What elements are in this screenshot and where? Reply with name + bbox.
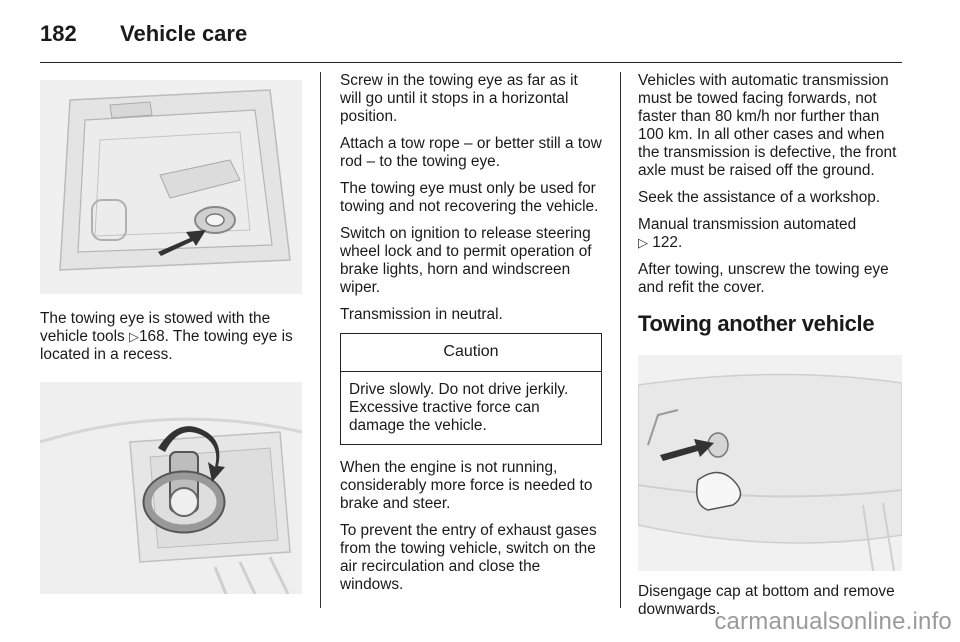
towing-eye-storage-illustration: [40, 80, 302, 294]
paragraph: After towing, unscrew the towing eye and refit the cover.: [638, 261, 889, 296]
column-middle: [340, 72, 602, 603]
paragraph: The towing eye is stowed with the vehicle tools ▷168. The towing eye is located in a recess.: [40, 310, 293, 363]
recess-drawing: [40, 382, 302, 594]
paragraph: To prevent the entry of exhaust gases from the towing vehicle, switch on the air recirculation and close the windows.: [340, 522, 597, 593]
paragraph: The towing eye must only be used for towing and not recovering the vehicle.: [340, 180, 599, 215]
toolkit-drawing: [40, 80, 302, 294]
paragraph: Attach a tow rope – or better still a tow rod – to the towing eye.: [340, 135, 602, 170]
paragraph: Transmission in neutral.: [340, 306, 503, 323]
section-heading: Towing another vehicle: [638, 311, 875, 336]
bumper-drawing: [638, 355, 902, 571]
section-title: Vehicle care: [120, 21, 248, 46]
column-divider: [320, 72, 321, 608]
header-divider: [40, 62, 902, 63]
paragraph: Disengage cap at bottom and remove downwards.: [638, 583, 895, 618]
page-number: 182: [40, 21, 77, 46]
caution-box: [340, 333, 602, 445]
paragraph: Screw in the towing eye as far as it will go until it stops in a horizontal position.: [340, 72, 578, 125]
column-right: [638, 72, 902, 628]
paragraph: Vehicles with automatic transmission must be towed facing forwards, not faster than 80 km/h nor further than 100 km. In all other cases and when the transmission is defective, the front axle must be raised off the ground.: [638, 72, 897, 179]
caution-title: Caution: [341, 334, 601, 372]
towing-eye-recess-illustration: [40, 382, 302, 594]
rear-bumper-cap-illustration: [638, 355, 902, 571]
page-header: [40, 14, 247, 54]
caution-body: [341, 372, 601, 444]
page-reference-icon: ▷: [638, 235, 648, 250]
paragraph: Seek the assistance of a workshop.: [638, 189, 881, 206]
page-reference-icon: ▷: [128, 329, 139, 344]
paragraph: Manual transmission automated ▷ 122.: [638, 216, 857, 251]
caution-text: Drive slowly. Do not drive jerkily. Excessive tractive force can damage the vehicle.: [349, 381, 569, 434]
column-left: [40, 72, 302, 594]
watermark: carmanualsonline.info: [714, 608, 952, 635]
paragraph: When the engine is not running, considerably more force is needed to brake and steer.: [340, 459, 593, 512]
column-divider: [620, 72, 621, 608]
paragraph: Switch on ignition to release steering wheel lock and to permit operation of brake lights, horn and windscreen wiper.: [340, 225, 592, 296]
